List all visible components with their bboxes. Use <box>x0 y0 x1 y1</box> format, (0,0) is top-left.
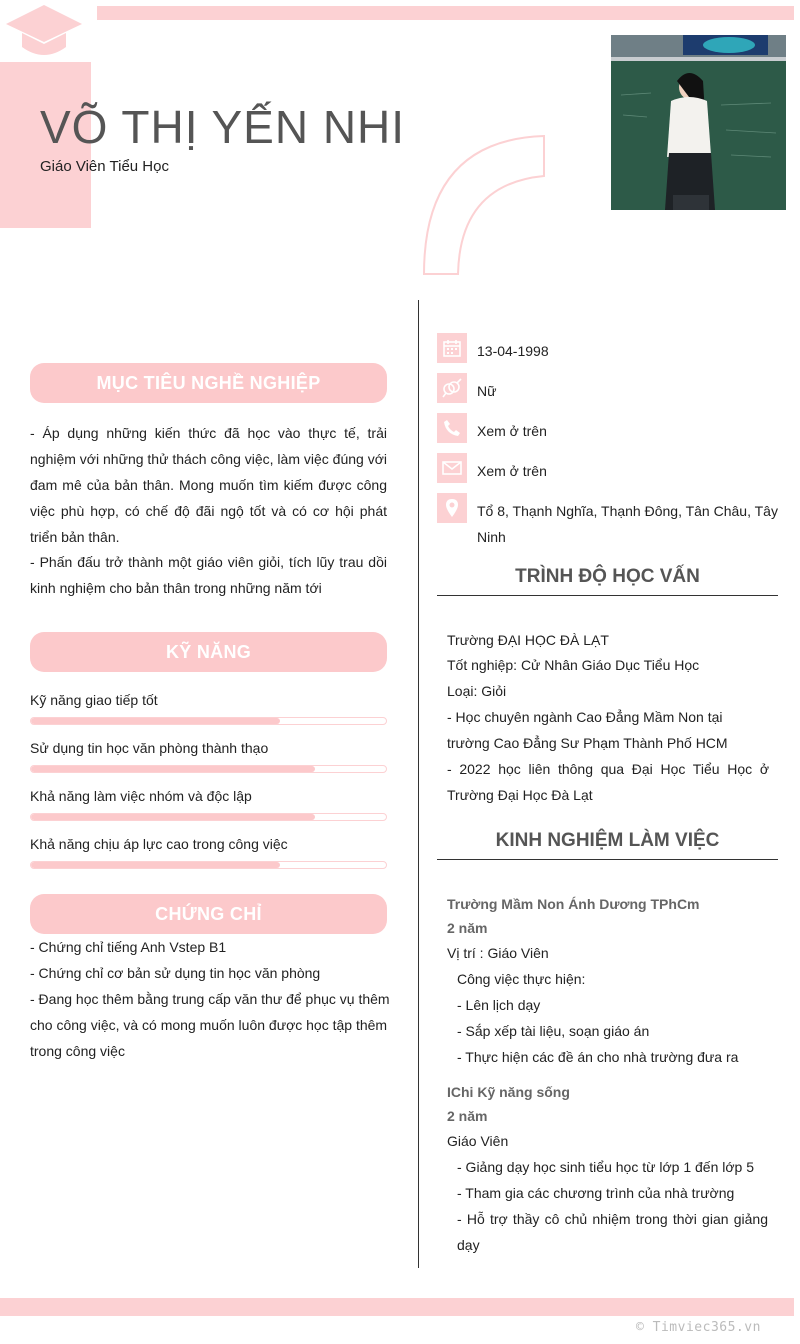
skills-heading: KỸ NĂNG <box>30 632 387 672</box>
job-role: Giáo Viên <box>447 1133 509 1149</box>
education-line: Tốt nghiệp: Cử Nhân Giáo Dục Tiểu Học <box>447 657 700 673</box>
skill-bar <box>30 765 387 773</box>
education-rule <box>437 595 778 596</box>
skill-bar <box>30 813 387 821</box>
address-value: Tổ 8, Thạnh Nghĩa, Thạnh Đông, Tân Châu, Tây Ninh <box>477 503 778 545</box>
graduation-cap-icon <box>6 5 82 61</box>
education-paragraph-1: - Học chuyên ngành Cao Đẳng Mầm Non tại trường Cao Đẳng Sư Phạm Thành Phố HCM <box>447 709 728 751</box>
email-icon <box>437 453 467 483</box>
skill-bar-fill <box>31 718 280 724</box>
objective-paragraph-2: - Phấn đấu trở thành một giáo viên giỏi, tích lũy trau dồi kinh nghiệm cho bản thân trong những năm tới <box>30 554 387 596</box>
location-icon <box>437 493 467 523</box>
skill-bar-fill <box>31 766 315 772</box>
education-line: Trường ĐẠI HỌC ĐÀ LẠT <box>447 632 609 648</box>
gender-value: Nữ <box>477 383 497 399</box>
birthday-value: 13-04-1998 <box>477 343 549 359</box>
experience-rule <box>437 859 778 860</box>
column-divider <box>418 300 419 1268</box>
profile-photo <box>611 35 786 210</box>
skill-bar <box>30 717 387 725</box>
job-task: - Giảng dạy học sinh tiểu học từ lớp 1 đến lớp 5 <box>457 1159 755 1175</box>
job-duration: 2 năm <box>447 1108 488 1124</box>
phone-value[interactable]: Xem ở trên <box>477 423 547 439</box>
job-organization: IChi Kỹ năng sống <box>447 1084 570 1100</box>
job-task: - Tham gia các chương trình của nhà trường <box>457 1185 735 1201</box>
certificate-item: - Đang học thêm bằng trung cấp văn thư để phục vụ thêm cho công việc, và có mong muốn luôn được học tập thêm trong công việc <box>30 991 390 1059</box>
bottom-accent-bar <box>0 1298 794 1316</box>
top-accent-bar <box>97 6 794 20</box>
experience-heading: KINH NGHIỆM LÀM VIỆC <box>495 830 720 851</box>
education-line: Loại: Giỏi <box>447 683 507 699</box>
skill-label: Kỹ năng giao tiếp tốt <box>30 692 158 708</box>
skill-label: Khả năng làm việc nhóm và độc lập <box>30 788 252 804</box>
candidate-name: VÕ THỊ YẾN NHI <box>40 101 406 153</box>
gender-icon <box>437 373 467 403</box>
certificate-item: - Chứng chỉ tiếng Anh Vstep B1 <box>30 939 227 955</box>
job-role: Vị trí : Giáo Viên <box>447 945 549 961</box>
skill-bar-fill <box>31 814 315 820</box>
job-task: - Lên lịch dạy <box>457 997 541 1013</box>
job-task: - Hỗ trợ thầy cô chủ nhiệm trong thời gian giảng dạy <box>457 1211 768 1253</box>
skill-label: Sử dụng tin học văn phòng thành thạo <box>30 740 269 756</box>
certificates-heading: CHỨNG CHỈ <box>30 894 387 934</box>
job-task: - Sắp xếp tài liệu, soạn giáo án <box>457 1023 650 1039</box>
skill-label: Khả năng chịu áp lực cao trong công việc <box>30 836 288 852</box>
calendar-icon <box>437 333 467 363</box>
candidate-job-title: Giáo Viên Tiểu Học <box>40 158 169 175</box>
objective-paragraph-1: - Áp dụng những kiến thức đã học vào thực tế, trải nghiệm với những thử thách công việc, làm việc đúng với đam mê của bản thân. Mong muốn tìm kiếm được công việc phù hợp, có chế độ đãi ngộ tốt và có cơ hội phát triển bản thân. <box>30 425 387 545</box>
job-organization: Trường Mầm Non Ánh Dương TPhCm <box>447 896 700 912</box>
job-intro: Công việc thực hiện: <box>457 971 586 987</box>
decorative-arc <box>420 134 548 278</box>
skill-bar-fill <box>31 862 280 868</box>
phone-icon <box>437 413 467 443</box>
skill-bar <box>30 861 387 869</box>
objective-heading: MỤC TIÊU NGHỀ NGHIỆP <box>30 363 387 403</box>
education-heading: TRÌNH ĐỘ HỌC VẤN <box>515 566 700 587</box>
job-task: - Thực hiện các đề án cho nhà trường đưa ra <box>457 1049 739 1065</box>
education-paragraph-2: - 2022 học liên thông qua Đại Học Tiểu Học ở Trường Đại Học Đà Lạt <box>447 761 769 803</box>
certificate-item: - Chứng chỉ cơ bản sử dụng tin học văn phòng <box>30 965 321 981</box>
job-duration: 2 năm <box>447 920 488 936</box>
email-value[interactable]: Xem ở trên <box>477 463 547 479</box>
watermark: © Timviec365.vn <box>636 1320 761 1335</box>
